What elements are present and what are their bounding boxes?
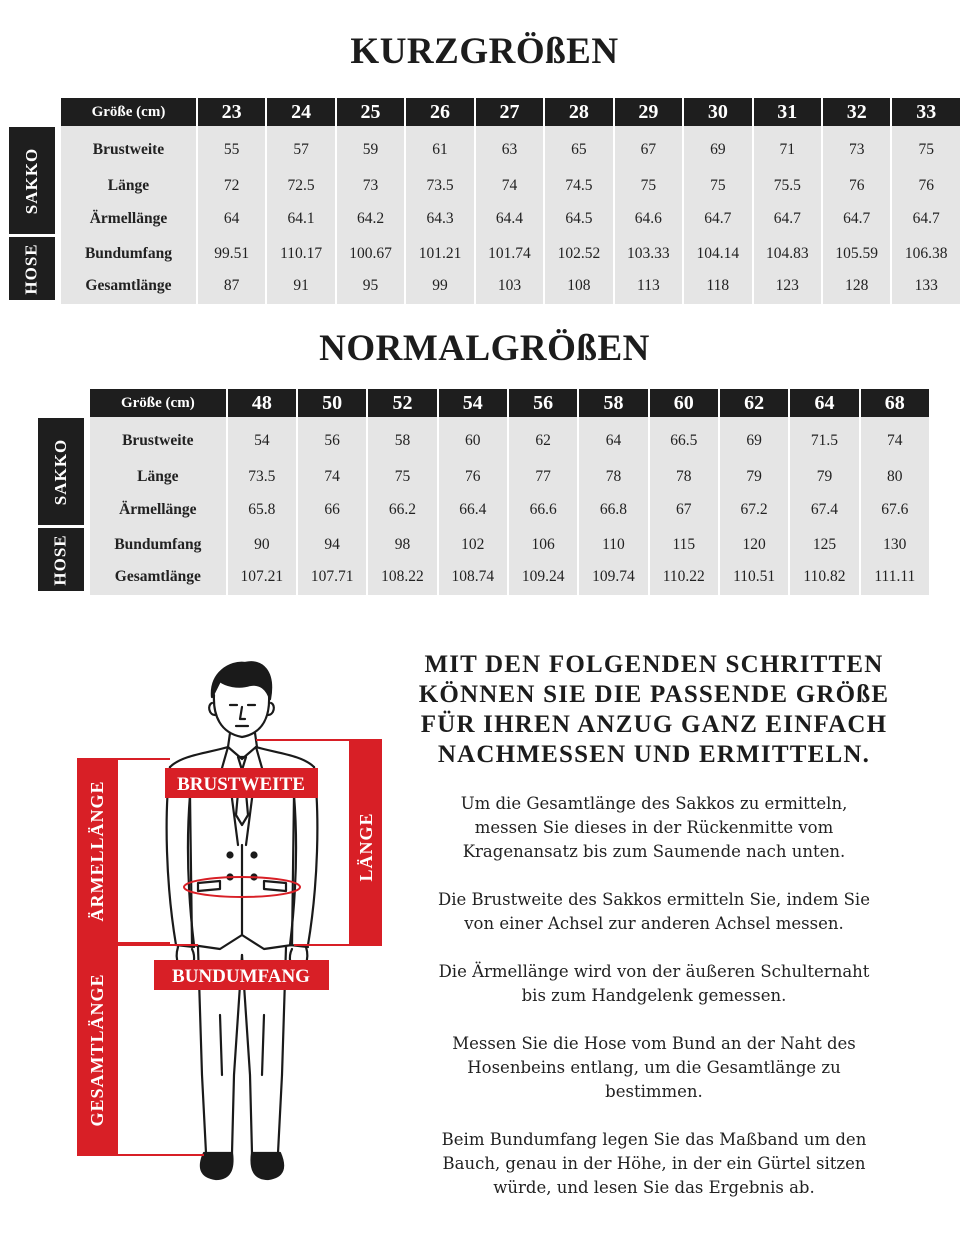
measurement-cell: 67 <box>650 493 718 527</box>
measurement-cell: 128 <box>823 272 890 304</box>
instruction-gesamtlaenge-sakko <box>404 792 904 864</box>
measurement-cell: 110.51 <box>720 563 788 595</box>
measurement-cell: 64.7 <box>892 202 960 236</box>
measurement-cell: 74 <box>861 417 929 461</box>
measurement-cell: 118 <box>684 272 751 304</box>
measurement-cell: 67.4 <box>790 493 858 527</box>
measurement-cell: 79 <box>720 461 788 493</box>
row-label: Brustweite <box>61 126 196 170</box>
measurement-cell: 78 <box>650 461 718 493</box>
row-label: Bundumfang <box>90 527 226 563</box>
paragraph-line: Messen Sie die Hose vom Bund an der Naht des <box>452 1034 856 1053</box>
measurement-cell: 80 <box>861 461 929 493</box>
measurement-cell: 73.5 <box>228 461 296 493</box>
measurement-cell: 109.24 <box>509 563 577 595</box>
measurement-cell: 66.2 <box>368 493 436 527</box>
measurement-cell: 71 <box>754 126 821 170</box>
short-header-row <box>61 98 960 126</box>
measurement-cell: 100.67 <box>337 236 404 272</box>
measurement-cell: 64 <box>579 417 647 461</box>
table-row <box>90 493 929 527</box>
size-column-header: 23 <box>198 98 265 126</box>
measurement-cell: 130 <box>861 527 929 563</box>
instruction-hose-gesamtlaenge <box>404 1032 904 1104</box>
measurement-cell: 76 <box>439 461 507 493</box>
paragraph-line: messen Sie dieses in der Rückenmitte vom <box>474 818 834 837</box>
measurement-cell: 64.6 <box>615 202 682 236</box>
measurement-cell: 106.38 <box>892 236 960 272</box>
size-column-header: 68 <box>861 389 929 417</box>
short-sizes-title: KURZGRÖßEN <box>350 31 619 72</box>
measurement-cell: 110.17 <box>267 236 334 272</box>
short-sizes-table <box>59 98 962 304</box>
size-column-header: 29 <box>615 98 682 126</box>
measurement-cell: 64.2 <box>337 202 404 236</box>
measurement-cell: 115 <box>650 527 718 563</box>
measurement-cell: 73 <box>337 170 404 202</box>
table-row <box>90 417 929 461</box>
paragraph-line: Um die Gesamtlänge des Sakkos zu ermitteln, <box>460 794 848 813</box>
size-column-header: 58 <box>579 389 647 417</box>
measurement-cell: 120 <box>720 527 788 563</box>
measurement-cell: 64.5 <box>545 202 612 236</box>
measurement-cell: 102.52 <box>545 236 612 272</box>
heading-line: MIT DEN FOLGENDEN SCHRITTEN <box>424 651 884 678</box>
measurement-cell: 65.8 <box>228 493 296 527</box>
table-row <box>90 527 929 563</box>
measurement-cell: 55 <box>198 126 265 170</box>
measurement-cell: 66.4 <box>439 493 507 527</box>
measurement-cell: 75 <box>684 170 751 202</box>
measurement-cell: 57 <box>267 126 334 170</box>
measurement-cell: 102 <box>439 527 507 563</box>
measurement-cell: 103.33 <box>615 236 682 272</box>
size-column-header: 54 <box>439 389 507 417</box>
aermellaenge-label: ÄRMELLÄNGE <box>87 780 107 922</box>
size-column-header: 64 <box>790 389 858 417</box>
measurement-cell: 110.22 <box>650 563 718 595</box>
short-sakko-label: SAKKO <box>9 127 55 234</box>
measurement-cell: 91 <box>267 272 334 304</box>
normal-sizes-table <box>88 389 931 595</box>
size-column-header: 28 <box>545 98 612 126</box>
heading-line: FÜR IHREN ANZUG GANZ EINFACH <box>420 711 888 738</box>
measurement-cell: 73.5 <box>406 170 473 202</box>
measurement-cell: 62 <box>509 417 577 461</box>
measurement-cell: 111.11 <box>861 563 929 595</box>
suit-measurement-figure <box>70 655 390 1205</box>
measurement-cell: 109.74 <box>579 563 647 595</box>
size-column-header: 48 <box>228 389 296 417</box>
measurement-cell: 60 <box>439 417 507 461</box>
paragraph-line: Die Ärmellänge wird von der äußeren Schulternaht <box>438 962 870 981</box>
measurement-cell: 66.8 <box>579 493 647 527</box>
size-column-header: 62 <box>720 389 788 417</box>
paragraph-line: Kragenansatz bis zum Saumende nach unten. <box>462 842 846 861</box>
measurement-cell: 110 <box>579 527 647 563</box>
measurement-cell: 108.22 <box>368 563 436 595</box>
measurement-cell: 64.7 <box>823 202 890 236</box>
measurement-cell: 75 <box>368 461 436 493</box>
measurement-cell: 74 <box>298 461 366 493</box>
measurement-cell: 123 <box>754 272 821 304</box>
measurement-cell: 77 <box>509 461 577 493</box>
measurement-cell: 74.5 <box>545 170 612 202</box>
measurement-cell: 66.6 <box>509 493 577 527</box>
size-header-label: Größe (cm) <box>61 98 196 126</box>
brustweite-label: BRUSTWEITE <box>177 774 305 795</box>
table-row <box>61 126 960 170</box>
paragraph-line: bis zum Handgelenk gemessen. <box>521 986 787 1005</box>
measurement-cell: 58 <box>368 417 436 461</box>
measurement-cell: 101.74 <box>476 236 543 272</box>
measurement-cell: 69 <box>684 126 751 170</box>
measurement-cell: 79 <box>790 461 858 493</box>
row-label: Brustweite <box>90 417 226 461</box>
measurement-cell: 75.5 <box>754 170 821 202</box>
size-column-header: 50 <box>298 389 366 417</box>
measurement-cell: 99 <box>406 272 473 304</box>
measurement-cell: 63 <box>476 126 543 170</box>
measurement-cell: 72.5 <box>267 170 334 202</box>
size-column-header: 52 <box>368 389 436 417</box>
measurement-cell: 66.5 <box>650 417 718 461</box>
size-column-header: 32 <box>823 98 890 126</box>
paragraph-line: Die Brustweite des Sakkos ermitteln Sie, indem Sie <box>438 890 870 909</box>
measurement-cell: 65 <box>545 126 612 170</box>
measurement-cell: 64 <box>198 202 265 236</box>
measurement-cell: 101.21 <box>406 236 473 272</box>
table-row <box>61 202 960 236</box>
paragraph-line: würde, und lesen Sie das Ergebnis ab. <box>493 1178 815 1197</box>
row-label: Bundumfang <box>61 236 196 272</box>
measurement-cell: 110.82 <box>790 563 858 595</box>
measurement-cell: 64.7 <box>754 202 821 236</box>
measurement-cell: 73 <box>823 126 890 170</box>
measurement-cell: 72 <box>198 170 265 202</box>
measurement-cell: 69 <box>720 417 788 461</box>
measurement-cell: 113 <box>615 272 682 304</box>
measurement-cell: 64.7 <box>684 202 751 236</box>
measurement-cell: 125 <box>790 527 858 563</box>
row-label: Ärmellänge <box>61 202 196 236</box>
measurement-cell: 76 <box>823 170 890 202</box>
measurement-cell: 133 <box>892 272 960 304</box>
size-header-label: Größe (cm) <box>90 389 226 417</box>
table-row <box>61 170 960 202</box>
measurement-cell: 64.3 <box>406 202 473 236</box>
measurement-cell: 94 <box>298 527 366 563</box>
gesamtlaenge-label: GESAMTLÄNGE <box>87 973 107 1127</box>
heading-line: NACHMESSEN UND ERMITTELN. <box>437 741 871 768</box>
size-column-header: 24 <box>267 98 334 126</box>
measurement-cell: 103 <box>476 272 543 304</box>
measurement-cell: 67.2 <box>720 493 788 527</box>
paragraph-line: von einer Achsel zur anderen Achsel messen. <box>464 914 844 933</box>
measurement-cell: 71.5 <box>790 417 858 461</box>
paragraph-line: Bauch, genau in der Höhe, in der ein Gürtel sitzen <box>442 1154 866 1173</box>
instruction-bundumfang <box>404 1128 904 1200</box>
measurement-cell: 54 <box>228 417 296 461</box>
measurement-cell: 87 <box>198 272 265 304</box>
size-column-header: 30 <box>684 98 751 126</box>
measurement-cell: 108.74 <box>439 563 507 595</box>
measurement-cell: 98 <box>368 527 436 563</box>
measurement-cell: 106 <box>509 527 577 563</box>
heading-line: KÖNNEN SIE DIE PASSENDE GRÖßE <box>418 681 890 708</box>
row-label: Ärmellänge <box>90 493 226 527</box>
normal-hose-label: HOSE <box>38 528 84 591</box>
bundumfang-label: BUNDUMFANG <box>172 966 310 987</box>
measurement-cell: 107.21 <box>228 563 296 595</box>
table-row <box>90 461 929 493</box>
size-column-header: 26 <box>406 98 473 126</box>
table-row <box>61 236 960 272</box>
measurement-cell: 56 <box>298 417 366 461</box>
measurement-cell: 108 <box>545 272 612 304</box>
normal-sakko-label: SAKKO <box>38 418 84 525</box>
paragraph-line: bestimmen. <box>605 1082 703 1101</box>
measurement-cell: 99.51 <box>198 236 265 272</box>
measurement-cell: 95 <box>337 272 404 304</box>
laenge-label: LÄNGE <box>356 812 376 882</box>
measurement-cell: 64.4 <box>476 202 543 236</box>
instructions-heading <box>404 650 904 770</box>
measurement-cell: 59 <box>337 126 404 170</box>
row-label: Gesamtlänge <box>90 563 226 595</box>
row-label: Länge <box>61 170 196 202</box>
measurement-cell: 61 <box>406 126 473 170</box>
row-label: Gesamtlänge <box>61 272 196 304</box>
instruction-brustweite <box>404 888 904 936</box>
measurement-cell: 104.14 <box>684 236 751 272</box>
measurement-cell: 64.1 <box>267 202 334 236</box>
measurement-cell: 76 <box>892 170 960 202</box>
size-column-header: 33 <box>892 98 960 126</box>
measurement-cell: 90 <box>228 527 296 563</box>
short-hose-label: HOSE <box>9 237 55 300</box>
row-label: Länge <box>90 461 226 493</box>
normal-sizes-title: NORMALGRÖßEN <box>319 328 650 369</box>
measurement-instructions <box>404 650 904 1224</box>
measurement-cell: 67.6 <box>861 493 929 527</box>
paragraph-line: Beim Bundumfang legen Sie das Maßband um den <box>441 1130 867 1149</box>
size-column-header: 27 <box>476 98 543 126</box>
measurement-cell: 75 <box>892 126 960 170</box>
table-row <box>61 272 960 304</box>
normal-header-row <box>90 389 929 417</box>
measurement-guides <box>77 740 382 1155</box>
size-column-header: 31 <box>754 98 821 126</box>
measurement-cell: 107.71 <box>298 563 366 595</box>
measurement-cell: 74 <box>476 170 543 202</box>
size-column-header: 60 <box>650 389 718 417</box>
size-column-header: 56 <box>509 389 577 417</box>
measurement-cell: 75 <box>615 170 682 202</box>
measurement-cell: 78 <box>579 461 647 493</box>
measurement-cell: 104.83 <box>754 236 821 272</box>
measurement-cell: 66 <box>298 493 366 527</box>
measurement-cell: 67 <box>615 126 682 170</box>
table-row <box>90 563 929 595</box>
size-column-header: 25 <box>337 98 404 126</box>
measurement-cell: 105.59 <box>823 236 890 272</box>
paragraph-line: Hosenbeins entlang, um die Gesamtlänge zu <box>467 1058 841 1077</box>
instruction-aermellaenge <box>404 960 904 1008</box>
